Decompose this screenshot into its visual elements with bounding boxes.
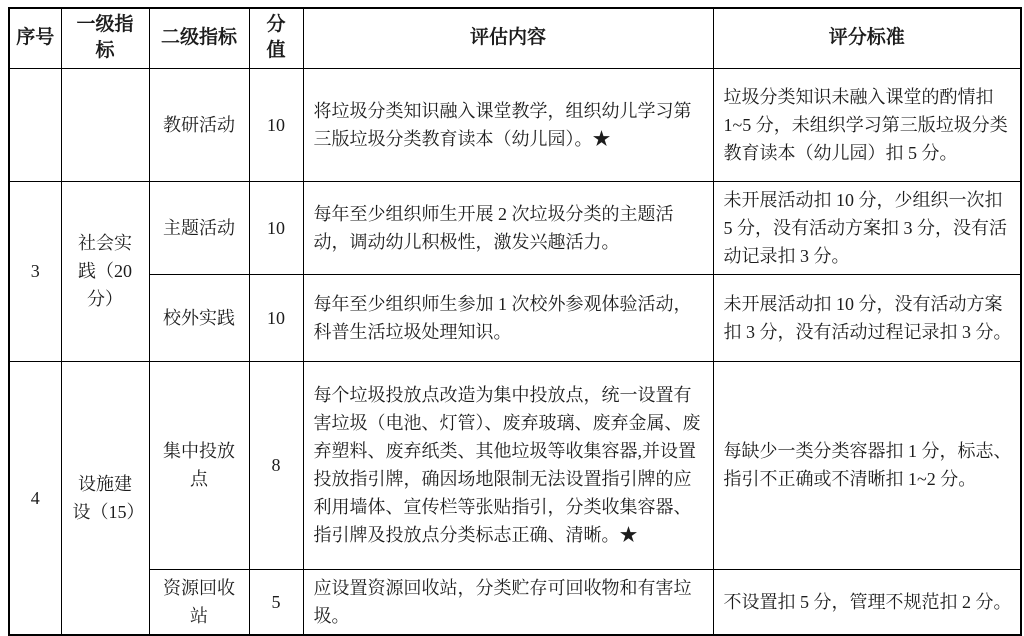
cell-scoring-criteria: 未开展活动扣 10 分，少组织一次扣 5 分，没有活动方案扣 3 分，没有活动记录扣 3 分。 [713,181,1021,274]
cell-serial: 4 [9,361,61,635]
table-header-row [9,8,1021,68]
header-cell-scoring-criteria: 评分标准 [713,8,1021,68]
cell-score: 5 [249,569,303,635]
cell-level2-indicator: 教研活动 [149,68,249,181]
header-cell-level2-indicator: 二级指标 [149,8,249,68]
table-row [9,274,1021,361]
header-cell-score: 分值 [249,8,303,68]
cell-scoring-criteria: 每缺少一类分类容器扣 1 分，标志、指引不正确或不清晰扣 1~2 分。 [713,361,1021,569]
table-row [9,569,1021,635]
cell-level1-indicator [61,68,149,181]
cell-score: 10 [249,274,303,361]
cell-evaluation-content: 每年至少组织师生参加 1 次校外参观体验活动，科普生活垃圾处理知识。 [303,274,713,361]
cell-scoring-criteria: 未开展活动扣 10 分，没有活动方案扣 3 分，没有活动过程记录扣 3 分。 [713,274,1021,361]
header-cell-serial: 序号 [9,8,61,68]
cell-score: 8 [249,361,303,569]
cell-evaluation-content: 每个垃圾投放点改造为集中投放点，统一设置有害垃圾（电池、灯管）、废弃玻璃、废弃金属、废弃塑料、废弃纸类、其他垃圾等收集容器,并设置投放指引牌，确因场地限制无法设置指引牌的应利用墙体、宣传栏等张贴指引，分类收集容器、指引牌及投放点分类标志正确、清晰。★ [303,361,713,569]
cell-serial [9,68,61,181]
cell-serial: 3 [9,181,61,361]
header-cell-evaluation-content: 评估内容 [303,8,713,68]
cell-level2-indicator: 校外实践 [149,274,249,361]
cell-scoring-criteria: 垃圾分类知识未融入课堂的酌情扣 1~5 分，未组织学习第三版垃圾分类教育读本（幼儿园）扣 5 分。 [713,68,1021,181]
table-row [9,181,1021,274]
header-cell-level1-indicator: 一级指标 [61,8,149,68]
cell-level1-indicator: 设施建设（15） [61,361,149,635]
cell-level2-indicator: 主题活动 [149,181,249,274]
cell-level1-indicator: 社会实践（20分） [61,181,149,361]
evaluation-criteria-table [8,7,1022,636]
cell-evaluation-content: 每年至少组织师生开展 2 次垃圾分类的主题活动，调动幼儿积极性，激发兴趣活力。 [303,181,713,274]
cell-evaluation-content: 应设置资源回收站，分类贮存可回收物和有害垃圾。 [303,569,713,635]
table-row [9,361,1021,569]
cell-score: 10 [249,68,303,181]
cell-score: 10 [249,181,303,274]
cell-level2-indicator: 集中投放点 [149,361,249,569]
cell-scoring-criteria: 不设置扣 5 分，管理不规范扣 2 分。 [713,569,1021,635]
table-row [9,68,1021,181]
cell-evaluation-content: 将垃圾分类知识融入课堂教学，组织幼儿学习第三版垃圾分类教育读本（幼儿园）。★ [303,68,713,181]
cell-level2-indicator: 资源回收站 [149,569,249,635]
